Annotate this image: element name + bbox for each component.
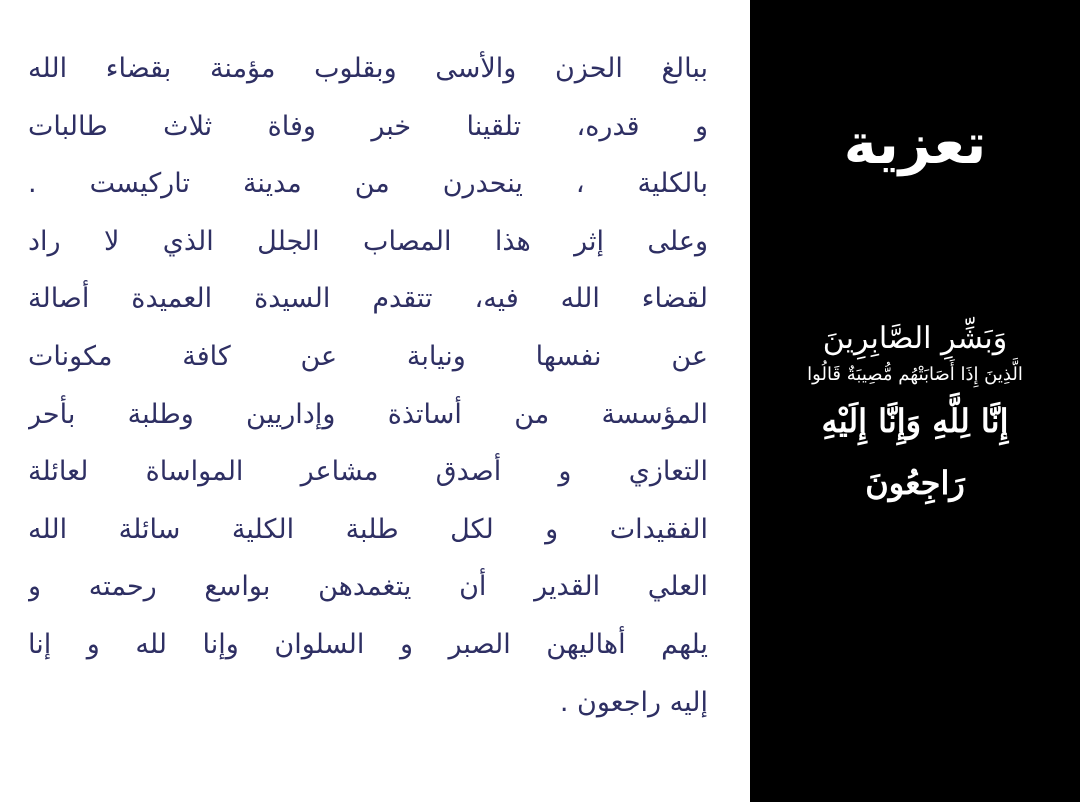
verse-line: وَبَشِّرِ الصَّابِرِينَ [822,321,1008,356]
condolence-letter-text [28,40,708,731]
verse-line: إِنَّا لِلَّهِ وَإِنَّا إِلَيْهِ رَاجِعُونَ [821,402,1009,502]
letter-line: بالكلية ، ينحدرن من مدينة تاركيست . [28,168,708,200]
condolence-heading: تعزية [843,112,987,177]
letter-line: يلهم أهاليهن الصبر و السلوان وإنا لله و إنا [28,628,708,660]
verse-line: الَّذِينَ إِذَا أَصَابَتْهُم مُّصِيبَةٌ قَالُوا [807,364,1023,385]
letter-line: الفقيدات و لكل طلبة الكلية سائلة الله [28,513,708,545]
letter-line: إليه راجعون . [559,686,708,718]
letter-line: وعلى إثر هذا المصاب الجلل الذي لا راد [28,225,708,257]
letter-line: و قدره، تلقينا خبر وفاة ثلاث طالبات [28,110,708,142]
letter-line: التعازي و أصدق مشاعر المواساة لعائلة [28,456,708,488]
letter-line: المؤسسة من أساتذة وإداريين وطلبة بأحر [28,398,708,430]
letter-line: ببالغ الحزن والأسى وبقلوب مؤمنة بقضاء الله [28,53,708,84]
letter-line: عن نفسها ونيابة عن كافة مكونات [28,340,708,372]
letter-line: العلي القدير أن يتغمدهن بواسع رحمته و [28,571,708,603]
letter-line: لقضاء الله فيه، تتقدم السيدة العميدة أصالة [28,283,708,315]
quran-verse [770,318,1060,514]
condolence-side-panel [750,0,1080,802]
